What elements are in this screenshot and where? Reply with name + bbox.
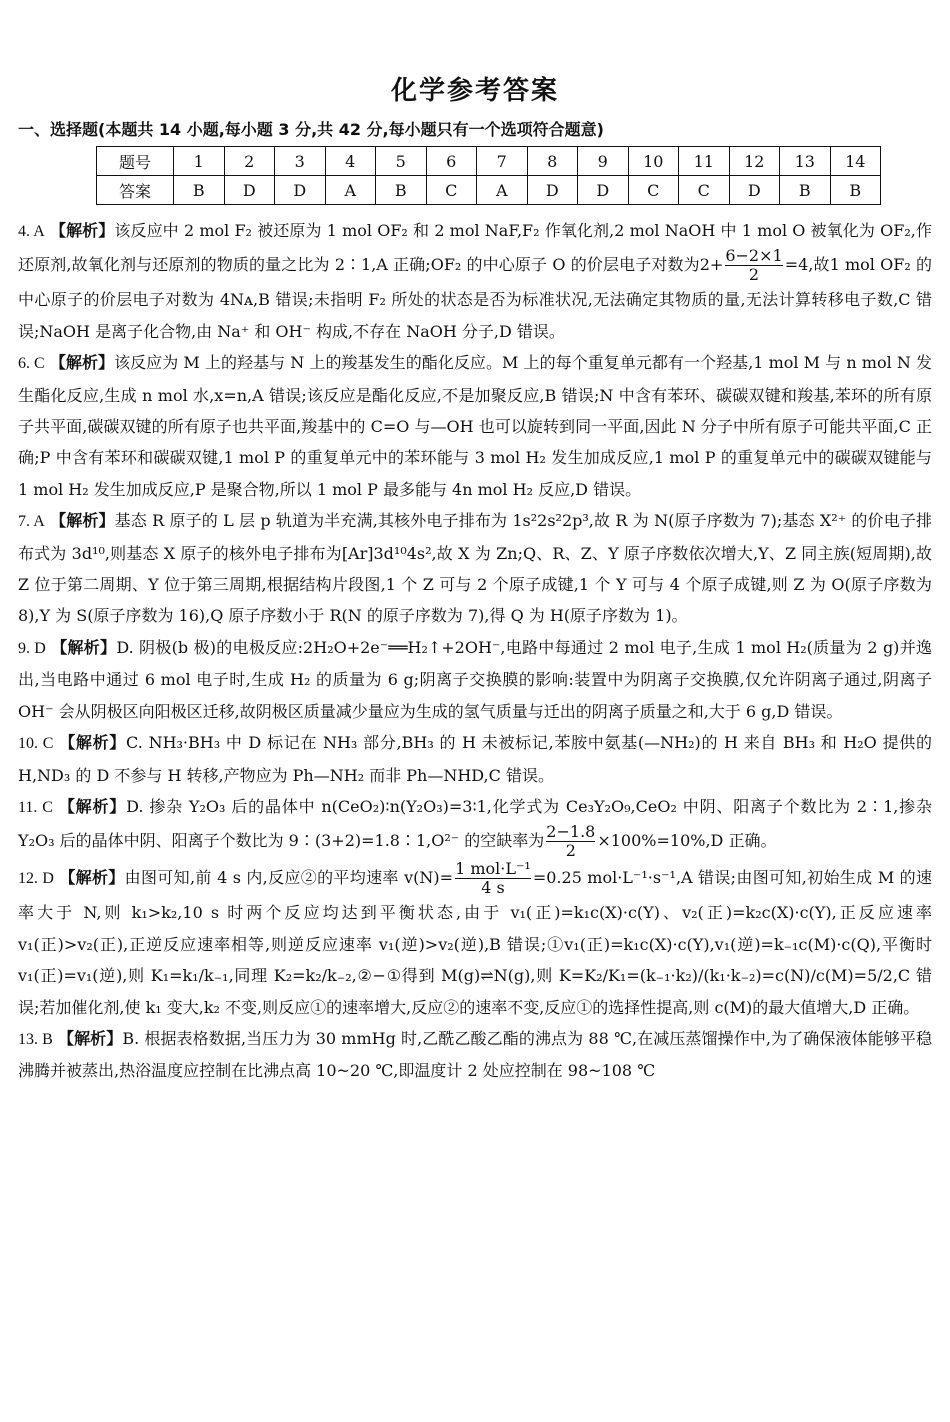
table-cell: D xyxy=(275,176,326,205)
fraction: $\frac{\text{1 mol·L⁻¹}}{4 s}$ xyxy=(455,859,531,898)
table-cell: 2 xyxy=(224,147,275,176)
table-cell: 3 xyxy=(275,147,326,176)
table-cell: 4 xyxy=(325,147,376,176)
table-cell: C xyxy=(426,176,477,205)
section-heading: 一、选择题(本题共 14 小题,每小题 3 分,共 42 分,每小题只有一个选项符合题意) xyxy=(18,120,604,139)
explanation-6: 6. C 【解析】该反应为 M 上的羟基与 N 上的羧基发生的酯化反应。M 上的每个重复单元都有一个羟基,1 mol M 与 n mol N 发生酯化反应,生成 n mol 水,x=n,A 错误;该反应是酯化反应,不是加聚反应,B 错误;N 中含有苯环、碳碳双键和羧基,苯环的所有原子共平面,碳碳双键的所有原子也共平面,羧基中的 C=O 与—OH 也可以旋转到同一平面,因此 N 分子中所有原子可能共平面,C 正确;P 中含有苯环和碳碳双键,1 mol P 的重复单元中的苯环能与 3 mol H₂ 发生加成反应,1 mol P 的重复单元中的碳碳双键能与 1 mol H₂ 发生加成反应,P 是聚合物,所以 1 mol P 最多能与 4n mol H₂ 反应,D 错误。 xyxy=(18,353,932,499)
table-cell: D xyxy=(729,176,780,205)
table-cell: 12 xyxy=(729,147,780,176)
fraction: $\frac{6-2\times 1}{2}$ xyxy=(725,246,783,285)
table-cell: 7 xyxy=(477,147,528,176)
table-cell: D xyxy=(578,176,629,205)
table-cell: B xyxy=(830,176,881,205)
question-number-row xyxy=(97,147,881,176)
table-cell: 5 xyxy=(376,147,427,176)
explanation-11: 11. C 【解析】D. 掺杂 Y₂O₃ 后的晶体中 n(CeO₂)∶n(Y₂O₃)=3∶1,化学式为 Ce₃Y₂O₉,CeO₂ 中阴、阳离子个数比为 2∶1,掺杂 Y₂O₃ 后的晶体中阴、阳离子个数比为 9∶(3+2)=1.8∶1,O²⁻ 的空缺率为 $\frac{2-1.8}{2}$ ×100%=10%,D 正确。 xyxy=(18,796,932,861)
answer-table xyxy=(96,146,881,205)
table-cell: 8 xyxy=(527,147,578,176)
explanation-7: 7. A 【解析】基态 R 原子的 L 层 p 轨道为半充满,其核外电子排布为 1s²2s²2p³,故 R 为 N(原子序数为 7);基态 X²⁺ 的价电子排布式为 3d¹⁰,则基态 X 原子的核外电子排布为[Ar]3d¹⁰4s²,故 X 为 Zn;Q、R、Z、Y 原子序数依次增大,Y、Z 同主族(短周期),故 Z 位于第二周期、Y 位于第三周期,根据结构片段图,1 个 Z 可与 2 个原子成键,1 个 Y 可与 4 个原子成键,则 Z 为 O(原子序数为 8),Y 为 S(原子序数为 16),Q 原子序数小于 R(N 的原子序数为 7),得 Q 为 H(原子序数为 1)。 xyxy=(18,511,932,626)
table-cell: 1 xyxy=(174,147,225,176)
explanation-13: 13. B 【解析】B. 根据表格数据,当压力为 30 mmHg 时,乙酰乙酸乙酯的沸点为 88 ℃,在减压蒸馏操作中,为了确保液体能够平稳沸腾并被蒸出,热浴温度应控制在比沸点高 10~20 ℃,即温度计 2 处应控制在 98~108 ℃ xyxy=(18,1028,932,1081)
table-cell: A xyxy=(477,176,528,205)
table-cell: B xyxy=(376,176,427,205)
page-title: 化学参考答案 xyxy=(390,76,559,106)
table-cell: 14 xyxy=(830,147,881,176)
table-cell: B xyxy=(174,176,225,205)
table-cell: A xyxy=(325,176,376,205)
table-cell: D xyxy=(527,176,578,205)
table-cell: C xyxy=(679,176,730,205)
row-label-number: 题号 xyxy=(97,147,174,176)
answer-row xyxy=(97,176,881,205)
explanation-12: 12. D 【解析】由图可知,前 4 s 内,反应②的平均速率 v(N)= $\frac{\text{1 mol·L⁻¹}}{4 s}$ =0.25 mol·L⁻¹·s⁻¹,A 错误;由图可知,初始生成 M 的速率大于 N,则 k₁>k₂,10 s 时两个反应均达到平衡状态,由于 v₁(正)=k₁c(X)·c(Y)、v₂(正)=k₂c(X)·c(Y),正反应速率 v₁(正)>v₂(正),正逆反应速率相等,则逆反应速率 v₁(逆)>v₂(逆),B 错误;①v₁(正)=k₁c(X)·c(Y),v₁(逆)=k₋₁c(M)·c(Q),平衡时 v₁(正)=v₁(逆),则 K₁=k₁/k₋₁,同理 K₂=k₂/k₋₂,②−①得到 M(g)⇌N(g),则 K=K₂/K₁=(k₋₁·k₂)/(k₁·k₋₂)=c(N)/c(M)=5/2,C 错误;若加催化剂,使 k₁ 变大,k₂ 不变,则反应①的速率增大,反应②的速率不变,反应①的选择性提高,则 c(M)的最大值增大,D 正确。 xyxy=(18,859,932,1017)
table-cell: C xyxy=(628,176,679,205)
table-cell: D xyxy=(224,176,275,205)
fraction: $\frac{2-1.8}{2}$ xyxy=(546,822,596,861)
explanation-9: 9. D 【解析】D. 阴极(b 极)的电极反应:2H₂O+2e⁻══H₂↑+2OH⁻,电路中每通过 2 mol 电子,生成 1 mol H₂(质量为 2 g)并逸出,当电路中通过 6 mol 电子时,生成 H₂ 的质量为 6 g;阴离子交换膜的影响:装置中为阴离子交换膜,仅允许阴离子通过,阴离子 OH⁻ 会从阴极区向阳极区迁移,故阴极区质量减少量应为生成的氢气质量与迁出的阴离子质量之和,大于 6 g,D 错误。 xyxy=(18,637,932,721)
table-cell: 6 xyxy=(426,147,477,176)
explanation-10: 10. C 【解析】C. NH₃·BH₃ 中 D 标记在 NH₃ 部分,BH₃ 的 H 未被标记,苯胺中氨基(—NH₂)的 H 来自 BH₃ 和 H₂O 提供的 H,ND₃ 的 D 不参与 H 转移,产物应为 Ph—NH₂ 而非 Ph—NHD,C 错误。 xyxy=(18,733,932,785)
table-cell: 9 xyxy=(578,147,629,176)
table-cell: 13 xyxy=(780,147,831,176)
row-label-answer: 答案 xyxy=(97,176,174,205)
table-cell: B xyxy=(780,176,831,205)
table-cell: 11 xyxy=(679,147,730,176)
table-cell: 10 xyxy=(628,147,679,176)
explanation-4: 4. A 【解析】该反应中 2 mol F₂ 被还原为 1 mol OF₂ 和 2 mol NaF,F₂ 作氧化剂,2 mol NaOH 中 1 mol O 被氧化为 OF₂,作还原剂,故氧化剂与还原剂的物质的量之比为 2∶1,A 正确;OF₂ 的中心原子 O 的价层电子对数为2+ $\frac{6-2\times 1}{2}$ =4,故1 mol OF₂ 的中心原子的价层电子对数为 4Nᴀ,B 错误;未指明 F₂ 所处的状态是否为标准状况,无法确定其物质的量,无法计算转移电子数,C 错误;NaOH 是离子化合物,由 Na⁺ 和 OH⁻ 构成,不存在 NaOH 分子,D 错误。 xyxy=(18,221,932,341)
